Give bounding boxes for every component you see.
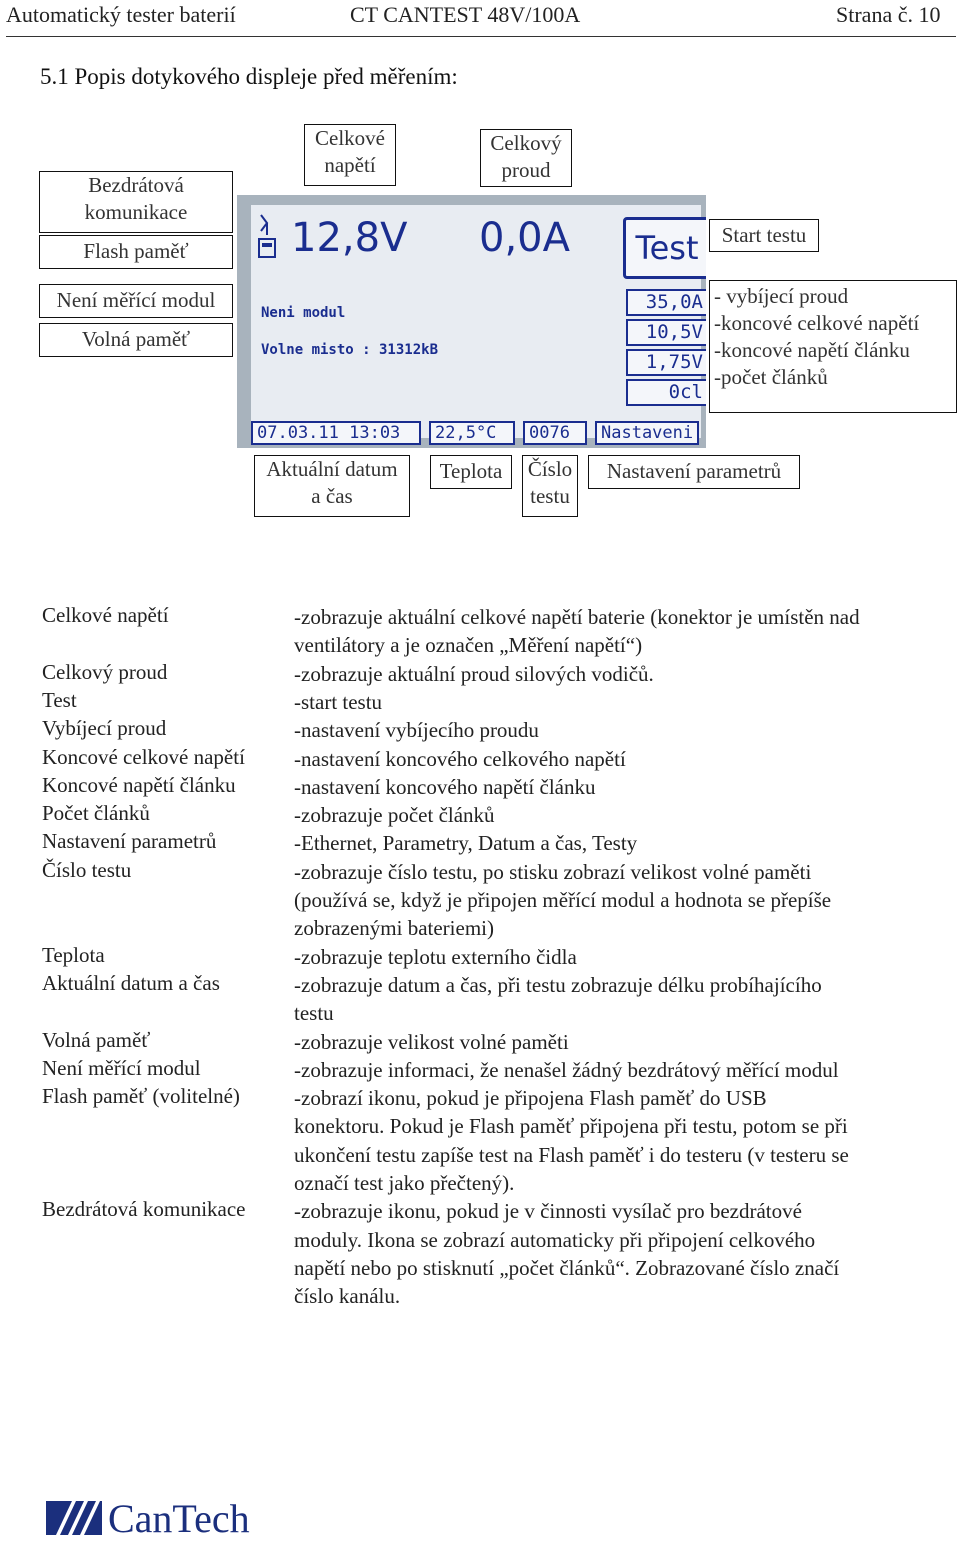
callout-total-voltage [304,124,396,186]
callout-free-memory: Volná paměť [39,323,233,357]
description-term: Aktuální datum a čas [42,970,220,995]
description-text: -nastavení koncového celkového napětí [294,746,626,771]
cantech-logo [46,1498,276,1540]
callout-wireless-line2: komunikace [84,200,188,224]
lcd-voltage[interactable]: 12,8V [291,215,408,261]
description-text: -zobrazuje informaci, že nenašel žádný bezdrátový měřící modul [294,1057,839,1082]
description-term: Není měřící modul [42,1055,201,1080]
description-term: Volná paměť [42,1027,151,1052]
description-text: -Ethernet, Parametry, Datum a čas, Testy [294,831,638,856]
lcd-status-module: Neni modul [261,305,346,321]
cantech-logo-text: CanTech [108,1496,250,1541]
callout-flash: Flash paměť [39,235,233,269]
description-text: konektoru. Pokud je Flash paměť připojena při testu, potom se při [294,1114,848,1139]
lcd-screen [251,205,703,443]
description-text: -zobrazuje teplotu externího čidla [294,944,577,969]
callout-wireless [39,171,233,233]
callout-test-number-line1: Číslo [527,457,573,481]
callout-list-item: -koncové napětí článku [714,338,910,362]
callout-start-test: Start testu [709,219,819,252]
description-term: Koncové napětí článku [42,772,236,797]
callout-date-time-line2: a čas [311,484,353,508]
description-text: -zobrazí ikonu, pokud je připojena Flash paměť do USB [294,1086,767,1111]
description-text: testu [294,1001,334,1026]
description-text: -start testu [294,689,383,714]
header-left: Automatický tester baterií [6,2,236,27]
callout-test-number-line2: testu [530,484,570,508]
description-text: -zobrazuje číslo testu, po stisku zobrazí velikost volné paměti [294,859,812,884]
description-text: -zobrazuje aktuální celkové napětí baterie (konektor je umístěn nad [294,605,860,629]
lcd-cell-voltage-button[interactable]: 1,75V [626,349,706,376]
description-text: -zobrazuje velikost volné paměti [294,1029,569,1054]
description-term: Teplota [42,942,105,967]
description-term: Celkové napětí [42,603,169,627]
description-text: -zobrazuje aktuální proud silových vodičů. [294,661,654,686]
lcd-datetime[interactable]: 07.03.11 13:03 [251,421,421,445]
callout-total-voltage-line2: napětí [324,153,376,177]
header-center: CT CANTEST 48V/100A [350,2,581,27]
lcd-cell-count-button[interactable]: 0cl [626,379,706,406]
description-term: Vybíjecí proud [42,716,167,741]
description-text: -nastavení koncového napětí článku [294,774,596,799]
description-term: Test [42,687,77,712]
description-text: zobrazenými bateriemi) [294,916,494,941]
description-text: moduly. Ikona se zobrazí automaticky při připojení celkového [294,1227,816,1252]
lcd-status-memory: Volne misto : 31312kB [261,342,439,358]
section-title: 5.1 Popis dotykového displeje před měřením: [40,64,458,89]
lcd-settings-button[interactable]: Nastaveni [595,421,699,445]
callout-total-current-line1: Celkový [490,131,562,155]
description-term: Koncové celkové napětí [42,744,245,769]
callout-list-item: - vybíjecí proud [714,284,849,308]
description-text: (používá se, když je připojen měřící modul a hodnota se přepíše [294,888,832,912]
description-text: -zobrazuje ikonu, pokud je v činnosti vysílač pro bezdrátové [294,1199,802,1224]
callout-settings: Nastavení parametrů [588,455,800,489]
cantech-logo-mark [46,1501,102,1535]
lcd-display-photo [237,195,706,448]
page-header [0,0,960,34]
callout-total-current [480,129,572,187]
description-term: Flash paměť (volitelné) [42,1084,240,1109]
description-term: Bezdrátová komunikace [42,1197,246,1222]
lcd-current[interactable]: 0,0A [479,215,570,261]
callout-no-module: Není měřící modul [39,284,233,318]
callout-temperature: Teplota [430,455,512,489]
header-divider [6,36,956,37]
callout-test-number [522,455,578,517]
callout-list-item: -koncové celkové napětí [714,311,920,335]
callout-list-item: -počet článků [714,365,828,389]
lcd-test-number[interactable]: 0076 [523,421,587,445]
callout-wireless-line1: Bezdrátová [88,173,184,197]
description-text: ukončení testu zapíše test na Flash paměť i do testeru (v testeru se [294,1142,849,1167]
callout-total-current-line2: proud [501,158,551,182]
lcd-discharge-current-button[interactable]: 35,0A [626,289,706,316]
wireless-flash-icon [257,213,279,263]
description-text: -nastavení vybíjecího proudu [294,718,539,743]
description-term: Číslo testu [42,857,132,882]
description-text: ventilátory a je označen „Měření napětí“) [294,633,643,658]
description-term: Počet článků [42,801,150,826]
description-term: Celkový proud [42,659,168,684]
description-term: Nastavení parametrů [42,829,217,854]
description-text: -zobrazuje počet článků [294,803,495,828]
description-text: napětí nebo po stisknutí „počet článků“. Zobrazované číslo značí [294,1255,840,1280]
description-text: označí test jako přečtený). [294,1171,515,1195]
description-text: -zobrazuje datum a čas, při testu zobrazuje délku probíhajícího [294,972,822,997]
callout-date-time [254,455,410,517]
callout-total-voltage-line1: Celkové [315,126,385,150]
callout-date-time-line1: Aktuální datum [266,457,398,481]
description-text: číslo kanálu. [294,1284,401,1309]
header-page-number: Strana č. 10 [836,2,941,27]
lcd-end-voltage-button[interactable]: 10,5V [626,319,706,346]
lcd-temperature[interactable]: 22,5°C [429,421,515,445]
lcd-test-button[interactable]: Test [623,217,706,279]
callout-right-list [709,280,957,413]
